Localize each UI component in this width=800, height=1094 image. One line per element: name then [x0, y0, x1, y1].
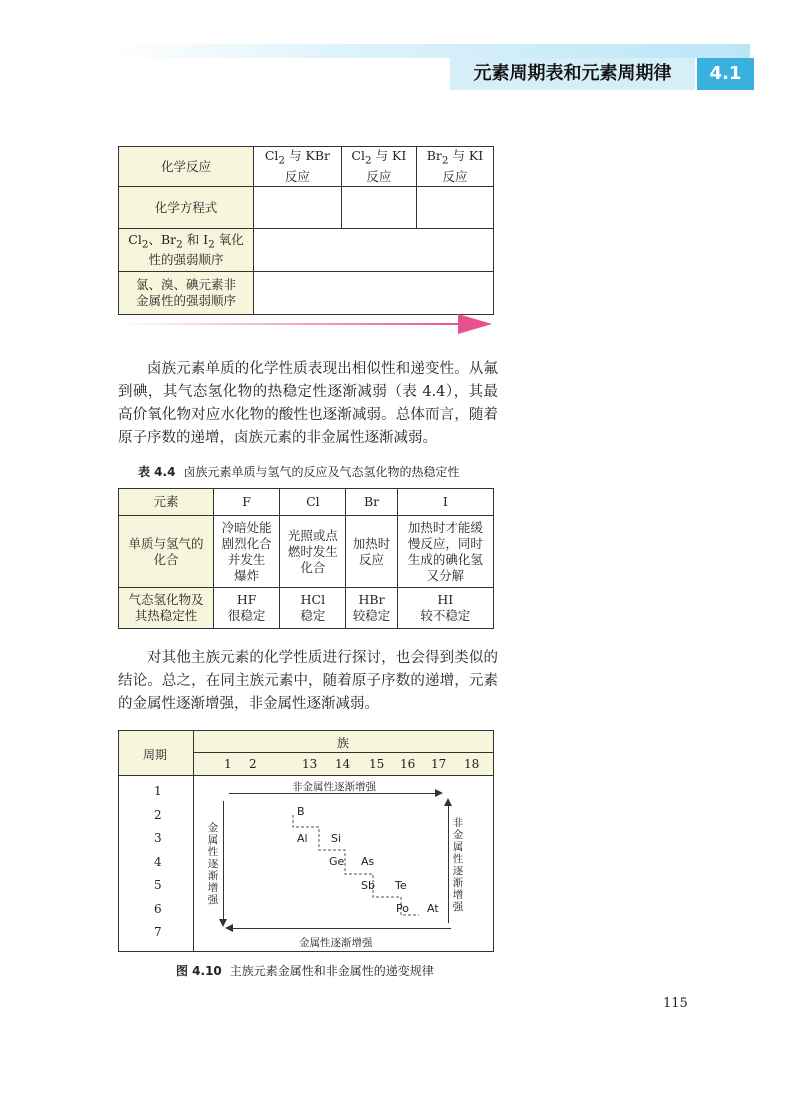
page-number: 115 [663, 996, 688, 1011]
figure-caption-label: 图 4.10 [176, 964, 222, 978]
header-f: F [214, 489, 280, 516]
cell-line: HCl [300, 592, 326, 607]
period-number: 7 [154, 925, 162, 939]
cell-line: 生成的碘化氢 [407, 551, 483, 567]
group-number: 2 [249, 757, 257, 771]
right-arrow-label: 非金属性逐渐增强 [452, 817, 464, 913]
cell-line: 加热时才能缓 [407, 519, 483, 535]
cell-hcl [280, 588, 346, 629]
blank-cell [254, 229, 494, 272]
element-as: As [361, 855, 375, 868]
row-label-nonmetal-order: 氯、溴、碘元素非 金属性的强弱顺序 [119, 272, 254, 315]
element-ge: Ge [329, 855, 345, 868]
figure-caption [176, 962, 434, 979]
decorative-arrow-line [118, 323, 470, 325]
cell-cl-reaction [280, 516, 346, 588]
header-br: Br [346, 489, 397, 516]
element-po: Po [396, 902, 409, 915]
group-number: 16 [400, 757, 416, 771]
cell-line: 较稳定 [352, 608, 391, 623]
cell-line: HI [437, 592, 454, 607]
cell-hi [397, 588, 493, 629]
cell-line: 稳定 [300, 608, 326, 623]
period-number: 5 [154, 878, 162, 892]
cell-line: 反应 [359, 551, 385, 567]
row-label-oxidizing-order: $Cl_2$、$Br_2$ 和 $I_2$ 氧化 性的强弱顺序 [119, 229, 254, 272]
halogen-table [118, 488, 494, 629]
cell-line: 化合 [153, 551, 179, 567]
period-number: 2 [154, 807, 162, 822]
cell-line: 气态氢化物及 [128, 592, 204, 607]
element-b: B [297, 805, 305, 818]
period-label: 周期 [143, 748, 168, 762]
cell-line: 剧烈化合 [221, 535, 272, 551]
period-number: 4 [154, 854, 162, 869]
cell-line: 并发生 [227, 551, 266, 567]
cell-line: HBr [358, 592, 385, 607]
experiment-record-table [118, 146, 494, 315]
table-caption-text: 卤族元素单质与氢气的反应及气态氢化物的热稳定性 [183, 465, 460, 479]
col-header-br2-ki: $Br_2$ 与 KI 反应 [416, 147, 493, 187]
cell-line: 慢反应，同时 [407, 535, 483, 551]
cell-line: 燃时发生 [287, 543, 338, 559]
row-label-text: 化学方程式 [154, 199, 218, 215]
cell-hbr [346, 588, 397, 629]
row-label-equation [119, 187, 254, 229]
section-number: 4.1 [697, 58, 754, 90]
group-label: 族 [337, 736, 350, 750]
left-arrow-label: 金属性逐渐增强 [207, 822, 219, 906]
header-i: I [397, 489, 493, 516]
element-al: Al [297, 832, 308, 845]
decorative-arrow-icon [458, 314, 492, 334]
periodic-trend-figure [118, 730, 494, 952]
header-element: 元素 [119, 489, 214, 516]
cell-line: HF [236, 592, 257, 607]
blank-cell [416, 187, 493, 229]
element-te: Te [395, 879, 407, 892]
cell-line: 很稳定 [227, 608, 266, 623]
row-label-text: 化学反应 [160, 158, 211, 174]
table-caption [138, 463, 459, 480]
cell-line: 爆炸 [234, 567, 260, 583]
element-si: Si [331, 832, 342, 845]
cell-line: 较不稳定 [420, 608, 471, 623]
cell-line: 又分解 [426, 567, 465, 583]
period-number: 1 [154, 784, 162, 798]
top-arrow-label: 非金属性逐渐增强 [292, 781, 376, 793]
blank-cell [341, 187, 416, 229]
row-label-h2-reaction [119, 516, 214, 588]
cell-line: 加热时 [352, 535, 391, 551]
element-sb: Sb [361, 879, 375, 892]
group-number: 15 [369, 757, 385, 771]
col-header-cl2-kbr: $Cl_2$ 与 KBr 反应 [254, 147, 342, 187]
bottom-arrow-label: 金属性逐渐增强 [299, 937, 373, 949]
group-number: 13 [302, 757, 318, 771]
body-paragraph-2: 对其他主族元素的化学性质进行探讨，也会得到类似的结论。总之，在同主族元素中，随着原子序数的递增，元素的金属性逐渐增强，非金属性逐渐减弱。 [118, 650, 498, 712]
group-number: 1 [224, 757, 232, 771]
row-label-hydride-stability [119, 588, 214, 629]
header-gradient-band [110, 44, 750, 58]
cell-line: 冷暗处能 [221, 519, 272, 535]
cell-f-reaction [214, 516, 280, 588]
header-cl: Cl [280, 489, 346, 516]
period-number: 6 [154, 901, 162, 916]
blank-cell [254, 272, 494, 315]
table-caption-label: 表 4.4 [138, 465, 176, 479]
blank-cell [254, 187, 342, 229]
group-number: 17 [431, 757, 447, 771]
group-number: 18 [464, 757, 480, 771]
cell-i-reaction [397, 516, 493, 588]
cell-line: 单质与氢气的 [128, 535, 204, 551]
col-header-cl2-ki: $Cl_2$ 与 KI 反应 [341, 147, 416, 187]
cell-hf [214, 588, 280, 629]
element-at: At [427, 902, 439, 915]
figure-caption-text: 主族元素金属性和非金属性的递变规律 [229, 964, 434, 978]
period-number: 3 [154, 831, 162, 845]
cell-line: 其热稳定性 [134, 608, 198, 623]
cell-line: 光照或点 [287, 527, 338, 543]
group-number: 14 [335, 757, 351, 771]
row-label-reaction [119, 147, 254, 187]
chapter-title: 元素周期表和元素周期律 [450, 58, 695, 90]
body-paragraph-1: 卤族元素单质的化学性质表现出相似性和递变性。从氟到碘，其气态氢化物的热稳定性逐渐减弱（表 4.4），其最高价氧化物对应水化物的酸性也逐渐减弱。总体而言，随着原子序数的递增，卤族元素的非金属性逐渐减弱。 [118, 361, 498, 446]
cell-br-reaction [346, 516, 397, 588]
cell-line: 化合 [300, 559, 326, 575]
